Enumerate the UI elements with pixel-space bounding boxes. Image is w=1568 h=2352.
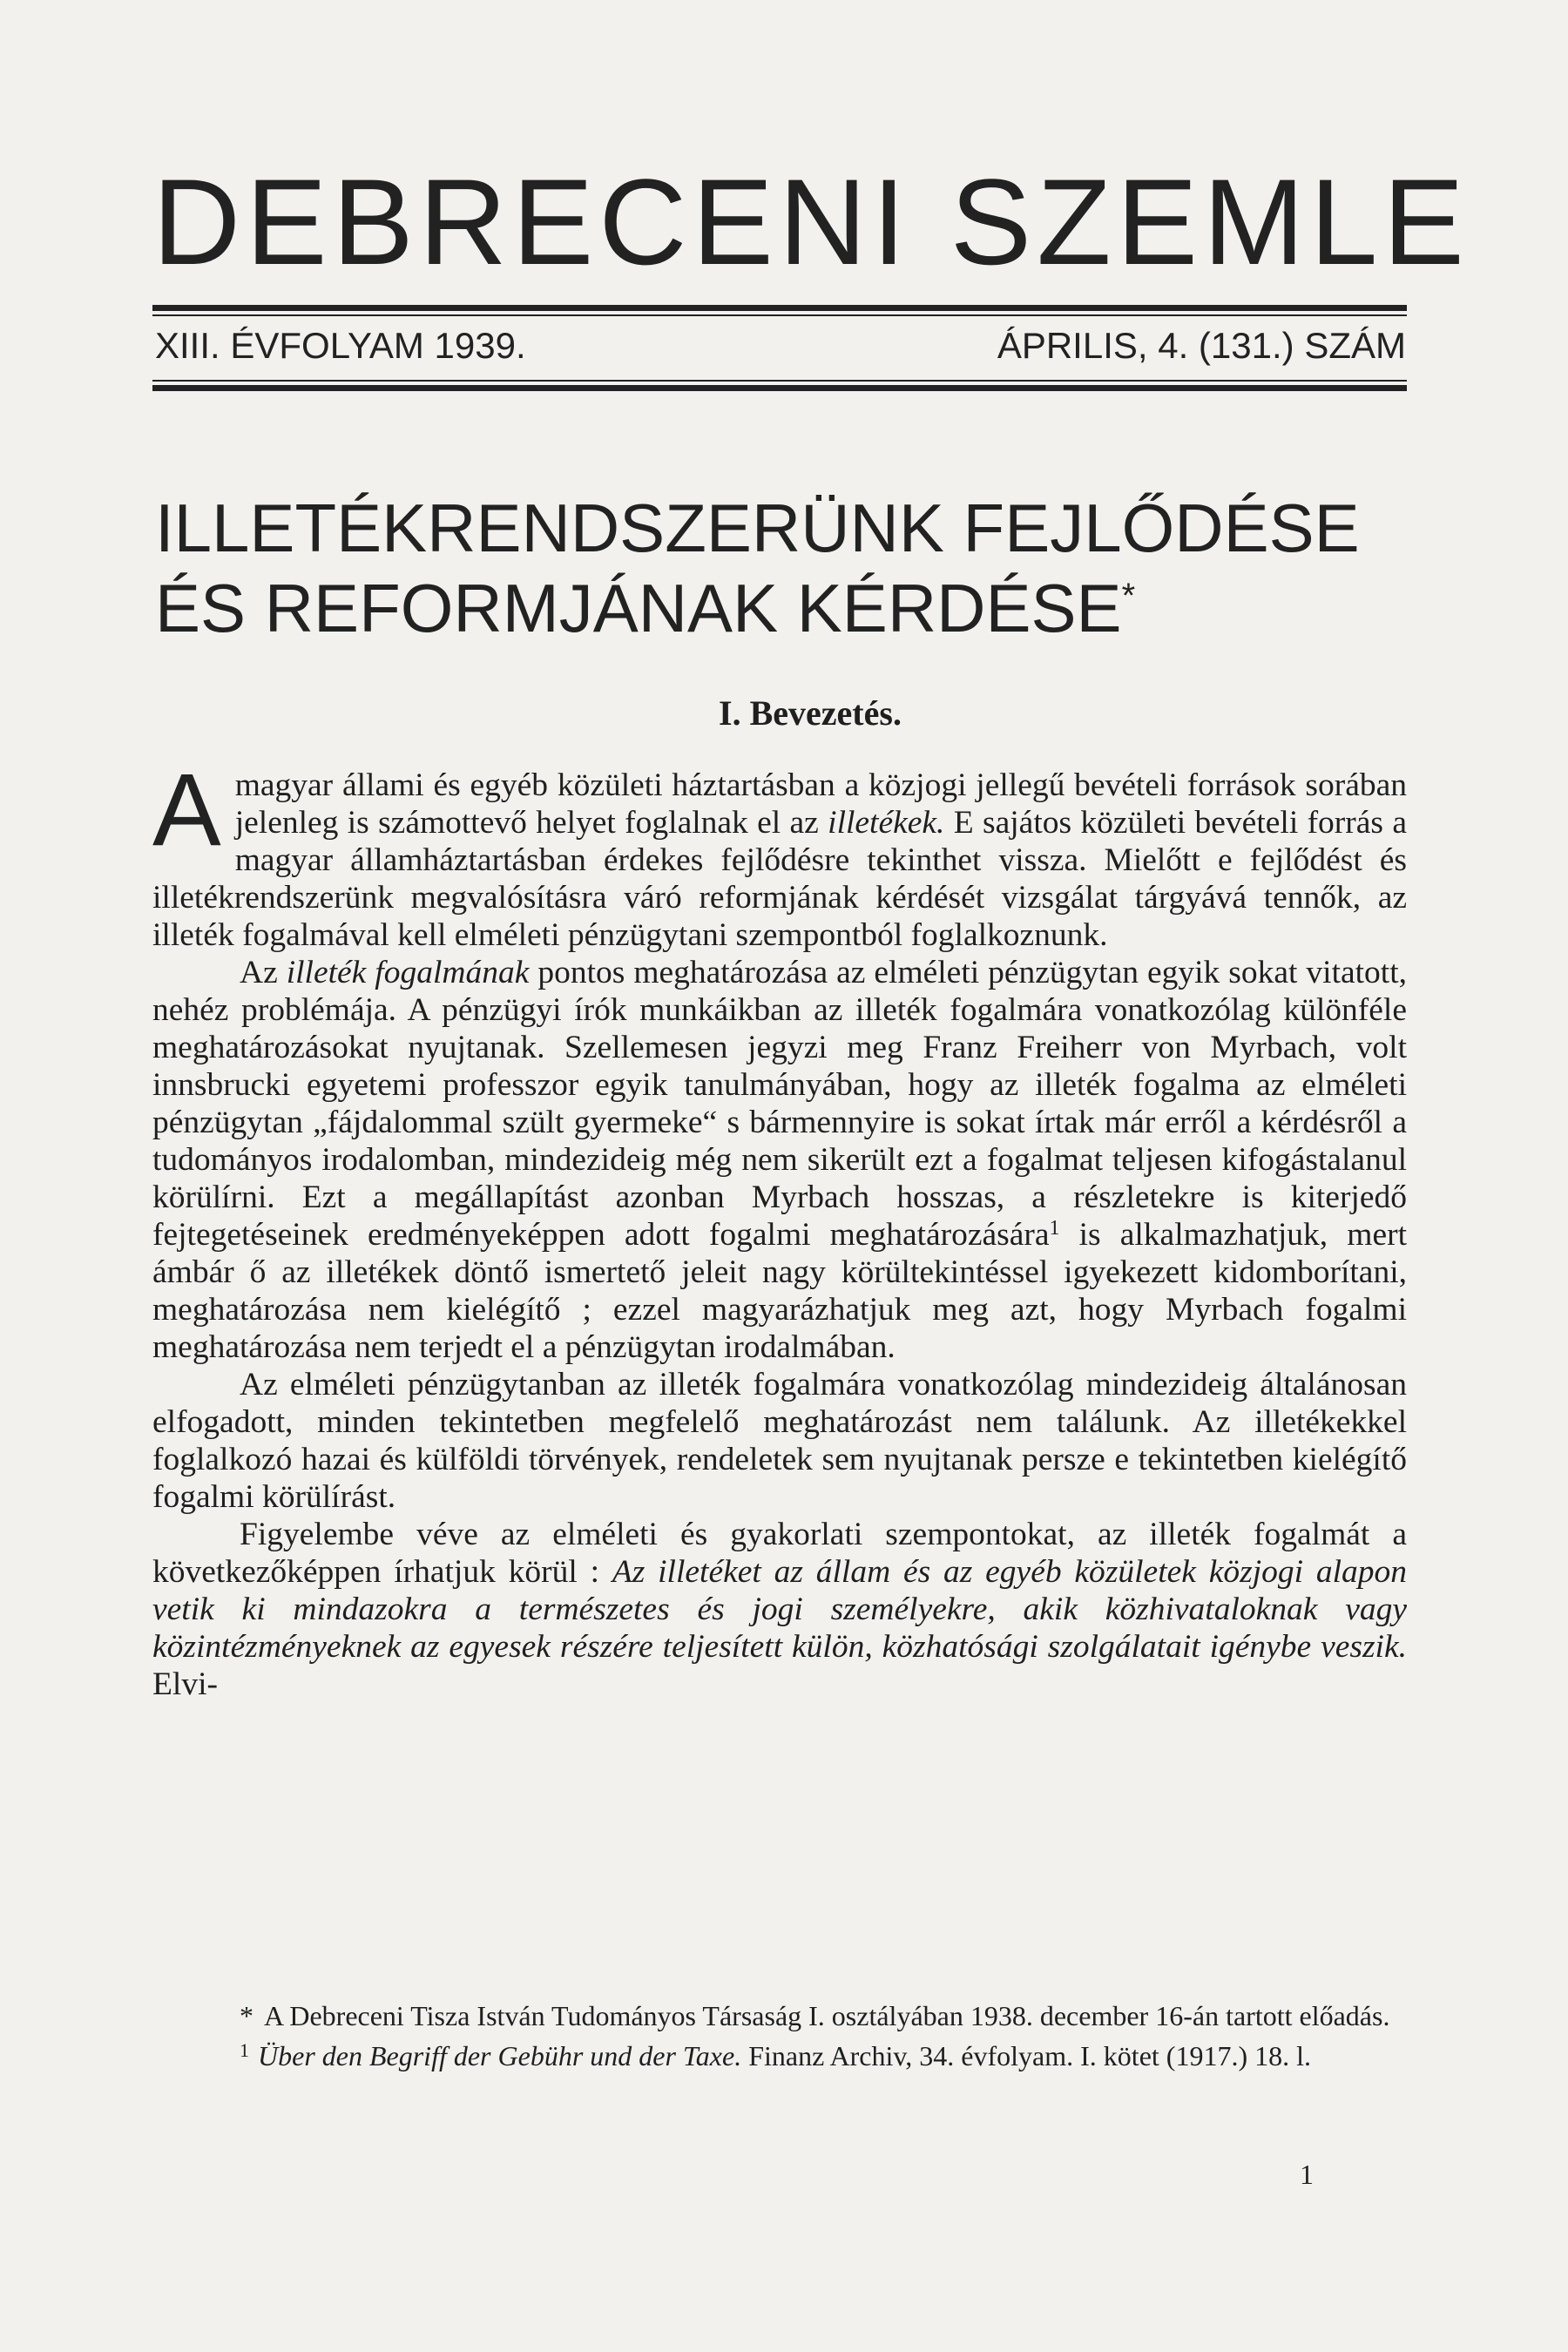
masthead-rule-top <box>152 305 1407 311</box>
issue-date-number: ÁPRILIS, 4. (131.) SZÁM <box>997 325 1406 366</box>
section-heading: I. Bevezetés. <box>719 693 902 733</box>
article-title <box>155 488 1409 648</box>
article-body <box>152 753 1408 1703</box>
journal-masthead-title: DEBRECENI SZEMLE <box>152 153 1470 290</box>
body-paragraph-4: Figyelembe véve az elméleti és gyakorlati szempontokat, az illeték fogalmát a következőképpen írhatjuk körül : Az illetéket az állam és az egyéb közületek közjogi alapon vetik ki mindazokra a természetes és jogi személyekre, akik közhivataloknak vagy közintézményeknek az egyesek részére teljesített külön, közhatósági szolgálatait igénybe veszik. Elvi- <box>152 1517 1408 1702</box>
masthead-rule-bottom <box>152 385 1407 391</box>
footnote-1: $^1$ Über den Begriff der Gebühr und der Taxe. Finanz Archiv, 34. évfolyam. I. kötet (1917.) 18. l. <box>240 2039 1311 2072</box>
footnote-star: * A Debreceni Tisza István Tudományos Társaság I. osztályában 1938. december 16-án tartott előadás. <box>240 2000 1390 2031</box>
article-title-footnote-mark: * <box>1121 577 1136 615</box>
footnote-reference-1: 1 <box>1049 1217 1060 1240</box>
drop-cap: A <box>152 753 221 868</box>
footnotes <box>152 1999 1407 2079</box>
issue-volume-year: XIII. ÉVFOLYAM 1939. <box>155 325 526 366</box>
body-paragraph-1: Amagyar állami és egyéb közületi háztartásban a közjogi jellegű bevételi források sorában jelenleg is számottevő helyet foglalnak el az illetékek. E sajátos közületi bevételi forrás a magyar államháztartásban érdekes fejlődésre tekinthet vissza. Mielőtt e fejlődést és illetékrendszerünk megvalósításra váró reformjának kérdését vizsgálat tárgyává tennők, az illeték fogalmával kell elméleti pénzügytani szempontból foglalkoznunk. <box>152 753 1407 953</box>
article-title-line-1: ILLETÉKRENDSZERÜNK FEJLŐDÉSE <box>155 490 1360 566</box>
page-number: 1 <box>1300 2159 1314 2190</box>
body-paragraph-3: Az elméleti pénzügytanban az illeték fogalmára vonatkozólag mindezideig általánosan elfogadott, minden tekintetben megfelelő meghatározást nem találunk. Az illetékekkel foglalkozó hazai és külföldi törvények, rendeletek sem nyujtanak persze e tekintetben kielégítő fogalmi körülírást. <box>152 1367 1407 1515</box>
masthead-rule-top-thin <box>152 314 1407 316</box>
article-title-line-2: ÉS REFORMJÁNAK KÉRDÉSE* <box>155 570 1136 646</box>
body-paragraph-2: Az illeték fogalmának pontos meghatározása az elméleti pénzügytan egyik sokat vitatott, nehéz problémája. A pénzügyi írók munkáikban az illeték fogalmára vonatkozólag különféle meghatározásokat nyujtanak. Szellemesen jegyzi meg Franz Freiherr von Myrbach, volt innsbrucki egyetemi professzor egyik tanulmányában, hogy az illeték fogalma az elméleti pénzügytan „fájdalommal szült gyermeke“ s bármennyire is sokat írtak már erről a kérdésről a tudományos irodalomban, mindezideig még nem sikerült ezt a fogalmat teljesen kifogástalanul körülírni. Ezt a megállapítást azonban Myrbach hosszas, a részletekre is kiterjedő fejtegetéseinek eredményeképpen adott fogalmi meghatározására$^1$ is alkalmazhatjuk, mert ámbár ő az illetékek döntő ismertető jeleit nagy körültekintéssel igyekezett kidomborítani, meghatározása nem kielégítő ; ezzel magyarázhatjuk meg azt, hogy Myrbach fogalmi meghatározása nem terjedt el a pénzügytan irodalmában. <box>152 955 1408 1365</box>
masthead-rule-bottom-thin <box>152 380 1407 382</box>
issue-line <box>155 324 1406 368</box>
